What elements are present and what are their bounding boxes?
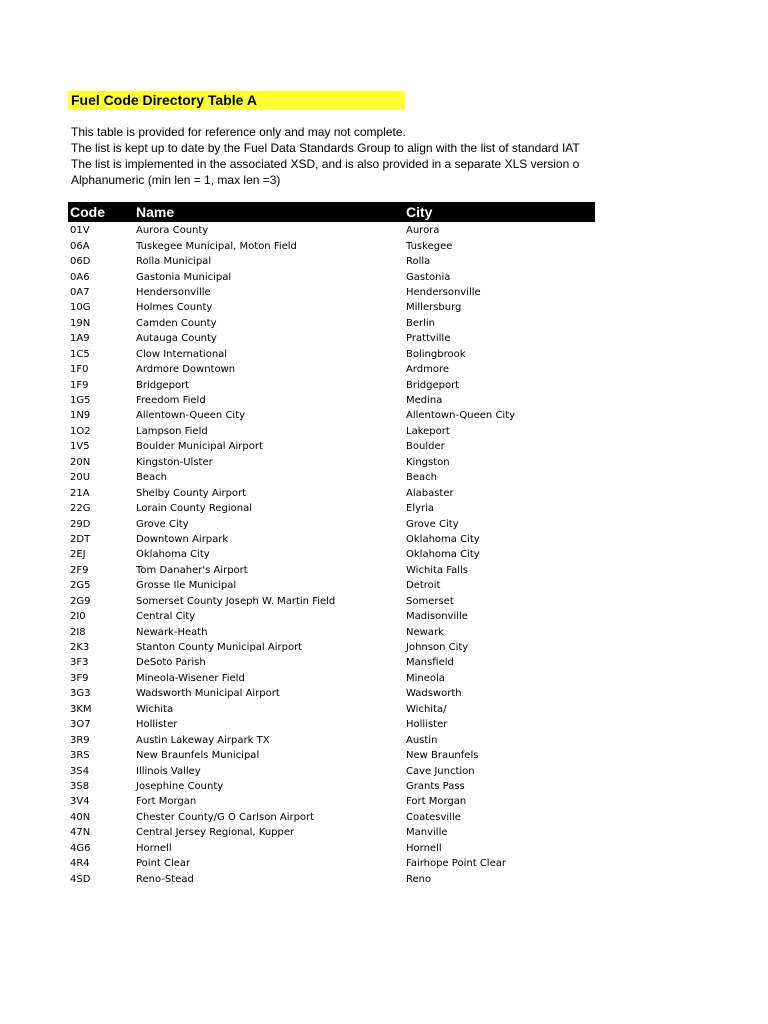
cell-code: 3RS: [70, 750, 90, 762]
table-row: [68, 640, 595, 655]
cell-city: Grants Pass: [406, 780, 465, 792]
cell-code: 47N: [70, 827, 91, 839]
table-body: [68, 223, 595, 887]
cell-code: 10G: [70, 302, 91, 314]
table-header-row: [68, 202, 595, 222]
cell-code: 3R9: [70, 734, 90, 746]
cell-city: Madisonville: [406, 611, 468, 623]
cell-city: Cave Junction: [406, 765, 475, 777]
table-row: [68, 717, 595, 732]
table-row: [68, 347, 595, 362]
cell-city: Alabaster: [406, 487, 454, 499]
cell-name: Holmes County: [136, 302, 213, 314]
table-row: [68, 532, 595, 547]
cell-name: Grove City: [136, 518, 189, 530]
cell-code: 3V4: [70, 796, 90, 808]
cell-city: Wichita/: [406, 703, 447, 715]
cell-code: 2K3: [70, 642, 90, 654]
cell-name: Somerset County Joseph W. Martin Field: [136, 595, 336, 607]
cell-code: 3F3: [70, 657, 89, 669]
cell-city: Reno: [406, 873, 432, 885]
cell-city: Fairhope Point Clear: [406, 858, 506, 870]
cell-name: Austin Lakeway Airpark TX: [136, 734, 270, 746]
table-row: [68, 254, 595, 269]
intro-text: [71, 124, 595, 188]
table-row: [68, 269, 595, 284]
cell-name: DeSoto Parish: [136, 657, 206, 669]
cell-code: 3F9: [70, 672, 89, 684]
table-row: [68, 424, 595, 439]
cell-city: Oklahoma City: [406, 549, 480, 561]
intro-line: This table is provided for reference only and may not complete.: [71, 125, 406, 139]
cell-code: 3S8: [70, 780, 90, 792]
cell-code: 22G: [70, 503, 91, 515]
cell-name: Illinois Valley: [136, 765, 201, 777]
cell-code: 01V: [70, 225, 90, 237]
cell-code: 2EJ: [70, 549, 86, 561]
table-row: [68, 547, 595, 562]
cell-city: Austin: [406, 734, 438, 746]
fuel-code-table: [68, 202, 595, 887]
table-row: [68, 285, 595, 300]
table-row: [68, 671, 595, 686]
table-row: [68, 841, 595, 856]
table-row: [68, 408, 595, 423]
cell-city: Gastonia: [406, 271, 451, 283]
cell-name: Fort Morgan: [136, 796, 197, 808]
cell-name: Camden County: [136, 317, 217, 329]
intro-line: Alphanumeric (min len = 1, max len =3): [71, 173, 281, 187]
cell-code: 20U: [70, 472, 91, 484]
cell-code: 2F9: [70, 564, 89, 576]
cell-code: 06A: [70, 240, 90, 252]
cell-city: Detroit: [406, 580, 441, 592]
cell-city: Medina: [406, 395, 443, 407]
cell-city: Beach: [406, 472, 437, 484]
cell-code: 2G5: [70, 580, 91, 592]
cell-city: Newark: [406, 626, 444, 638]
table-title: Fuel Code Directory Table A: [68, 91, 405, 110]
table-row: [68, 655, 595, 670]
cell-name: Chester County/G O Carlson Airport: [136, 811, 315, 823]
cell-code: 1C5: [70, 348, 90, 360]
table-row: [68, 810, 595, 825]
cell-city: Johnson City: [406, 642, 469, 654]
cell-name: Hendersonville: [136, 286, 211, 298]
cell-city: Manville: [406, 827, 448, 839]
table-row: [68, 763, 595, 778]
cell-code: 4G6: [70, 842, 91, 854]
cell-code: 29D: [70, 518, 91, 530]
table-row: [68, 485, 595, 500]
cell-city: Kingston: [406, 456, 450, 468]
cell-city: Hendersonville: [406, 286, 481, 298]
cell-city: Fort Morgan: [406, 796, 467, 808]
cell-city: Bridgeport: [406, 379, 460, 391]
cell-city: Somerset: [406, 595, 454, 607]
table-row: [68, 871, 595, 886]
column-header-code: Code: [70, 204, 105, 220]
cell-name: Kingston-Ulster: [136, 456, 213, 468]
intro-line: The list is kept up to date by the Fuel Data Standards Group to align with the list of standard IAT: [71, 141, 580, 155]
cell-name: Allentown-Queen City: [136, 410, 246, 422]
cell-name: New Braunfels Municipal: [136, 750, 260, 762]
cell-name: Hollister: [136, 719, 178, 731]
cell-code: 20N: [70, 456, 91, 468]
cell-name: Grosse Ile Municipal: [136, 580, 237, 592]
cell-name: Tom Danaher's Airport: [136, 564, 248, 576]
cell-code: 0A6: [70, 271, 90, 283]
cell-city: Allentown-Queen City: [406, 410, 516, 422]
cell-name: Oklahoma City: [136, 549, 210, 561]
cell-code: 3S4: [70, 765, 90, 777]
table-row: [68, 578, 595, 593]
cell-name: Hornell: [136, 842, 172, 854]
table-row: [68, 238, 595, 253]
cell-name: Tuskegee Municipal, Moton Field: [136, 240, 297, 252]
table-row: [68, 563, 595, 578]
cell-city: Mineola: [406, 672, 445, 684]
cell-city: Aurora: [406, 225, 440, 237]
cell-code: 4SD: [70, 873, 91, 885]
cell-name: Reno-Stead: [136, 873, 194, 885]
table-row: [68, 455, 595, 470]
cell-city: Hollister: [406, 719, 448, 731]
column-header-name: Name: [136, 204, 175, 220]
table-row: [68, 732, 595, 747]
cell-name: Autauga County: [136, 333, 217, 345]
table-row: [68, 609, 595, 624]
cell-city: Prattville: [406, 333, 451, 345]
table-row: [68, 501, 595, 516]
cell-city: Bolingbrook: [406, 348, 466, 360]
cell-city: Millersburg: [406, 302, 462, 314]
cell-code: 06D: [70, 256, 91, 268]
cell-code: 2I8: [70, 626, 86, 638]
cell-name: Lorain County Regional: [136, 503, 252, 515]
table-row: [68, 825, 595, 840]
cell-code: 2G9: [70, 595, 91, 607]
cell-code: 3G3: [70, 688, 91, 700]
cell-code: 1G5: [70, 395, 91, 407]
cell-name: Beach: [136, 472, 167, 484]
table-row: [68, 393, 595, 408]
cell-city: New Braunfels: [406, 750, 479, 762]
cell-name: Aurora County: [136, 225, 209, 237]
cell-city: Grove City: [406, 518, 459, 530]
table-row: [68, 702, 595, 717]
table-row: [68, 316, 595, 331]
table-row: [68, 470, 595, 485]
cell-code: 40N: [70, 811, 91, 823]
cell-name: Newark-Heath: [136, 626, 208, 638]
cell-code: 3KM: [70, 703, 92, 715]
cell-city: Hornell: [406, 842, 442, 854]
cell-code: 1A9: [70, 333, 90, 345]
cell-name: Josephine County: [136, 780, 224, 792]
cell-name: Clow International: [136, 348, 228, 360]
cell-name: Central Jersey Regional, Kupper: [136, 827, 295, 839]
cell-code: 1N9: [70, 410, 91, 422]
cell-city: Wadsworth: [406, 688, 462, 700]
cell-name: Wichita: [136, 703, 174, 715]
cell-city: Elyria: [406, 503, 435, 515]
cell-code: 2DT: [70, 533, 91, 545]
table-row: [68, 223, 595, 238]
table-row: [68, 794, 595, 809]
table-row: [68, 686, 595, 701]
cell-name: Boulder Municipal Airport: [136, 441, 263, 453]
table-row: [68, 300, 595, 315]
cell-city: Berlin: [406, 317, 436, 329]
cell-code: 0A7: [70, 286, 90, 298]
table-row: [68, 856, 595, 871]
cell-code: 4R4: [70, 858, 90, 870]
cell-city: Oklahoma City: [406, 533, 480, 545]
cell-name: Central City: [136, 611, 196, 623]
intro-line: The list is implemented in the associated XSD, and is also provided in a separate XLS version o: [71, 157, 580, 171]
table-row: [68, 377, 595, 392]
cell-city: Mansfield: [406, 657, 454, 669]
cell-name: Point Clear: [136, 858, 191, 870]
cell-city: Tuskegee: [406, 240, 453, 252]
table-row: [68, 748, 595, 763]
table-row: [68, 362, 595, 377]
table-row: [68, 331, 595, 346]
cell-name: Freedom Field: [136, 395, 206, 407]
cell-name: Shelby County Airport: [136, 487, 247, 499]
table-row: [68, 594, 595, 609]
cell-code: 1V5: [70, 441, 90, 453]
cell-name: Lampson Field: [136, 425, 208, 437]
cell-code: 2I0: [70, 611, 86, 623]
cell-name: Bridgeport: [136, 379, 190, 391]
cell-code: 1F0: [70, 364, 89, 376]
cell-code: 1F9: [70, 379, 89, 391]
cell-name: Ardmore Downtown: [136, 364, 236, 376]
cell-name: Mineola-Wisener Field: [136, 672, 245, 684]
cell-code: 21A: [70, 487, 90, 499]
cell-city: Boulder: [406, 441, 445, 453]
table-row: [68, 779, 595, 794]
column-header-city: City: [406, 204, 433, 220]
cell-name: Downtown Airpark: [136, 533, 229, 545]
table-row: [68, 516, 595, 531]
table-row: [68, 439, 595, 454]
table-row: [68, 624, 595, 639]
cell-city: Ardmore: [406, 364, 450, 376]
cell-name: Stanton County Municipal Airport: [136, 642, 303, 654]
cell-city: Wichita Falls: [406, 564, 469, 576]
cell-name: Rolla Municipal: [136, 256, 212, 268]
cell-name: Wadsworth Municipal Airport: [136, 688, 280, 700]
cell-code: 1O2: [70, 425, 91, 437]
cell-city: Coatesville: [406, 811, 461, 823]
cell-city: Rolla: [406, 256, 431, 268]
cell-city: Lakeport: [406, 425, 450, 437]
cell-code: 3O7: [70, 719, 91, 731]
cell-code: 19N: [70, 317, 91, 329]
cell-name: Gastonia Municipal: [136, 271, 232, 283]
